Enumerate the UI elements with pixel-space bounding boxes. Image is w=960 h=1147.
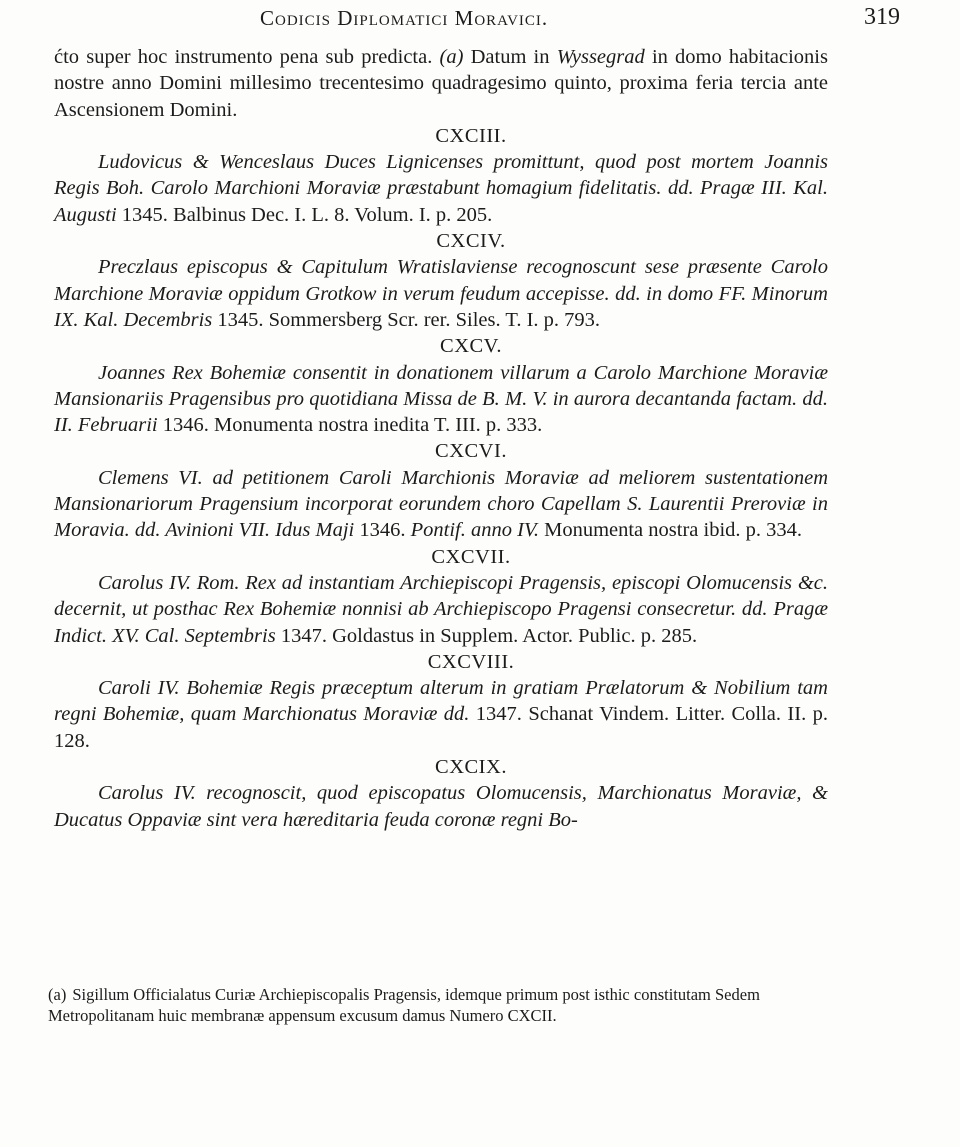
entry-source: 1347. Goldastus in Supplem. Actor. Public. p. 285. (275, 624, 698, 647)
footnote (48, 984, 838, 1026)
entry-summary: Ludovicus & Wenceslaus Duces Lignicenses promittunt, quod post mortem Joannis Regis Boh. Carolo Marchioni Moraviæ præstabunt homagium fidelitatis. dd. Pragæ III. Kal. Augusti (54, 151, 828, 226)
entry-text (54, 149, 828, 228)
footnote-reference: (a) (439, 46, 464, 68)
page-number: 319 (864, 4, 900, 30)
entry-number: CXCIV. (436, 230, 506, 253)
entry-source-2: Monumenta nostra ibid. p. 334. (538, 519, 803, 542)
intro-text-a: ćto super hoc instrumento pena sub predicta. (54, 46, 440, 68)
intro-paragraph (54, 44, 828, 123)
main-text (54, 44, 828, 833)
entry-source: 1345. Sommersberg Scr. rer. Siles. T. I. p. 793. (212, 308, 601, 331)
entry-summary: Preczlaus episcopus & Capitulum Wratislaviense recognoscunt sese præsente Carolo Marchione Moraviæ oppidum Grotkow in verum feudum accepisse. dd. in domo FF. Minorum IX. Kal. Decembris (54, 256, 828, 331)
entry-summary: Carolus IV. Rom. Rex ad instantiam Archiepiscopi Pragensis, episcopi Olomucensis &c. decernit, ut posthac Rex Bohemiæ nonnisi ab Archiepiscopo Pragensi consecretur. dd. Pragæ Indict. XV. Cal. Septembris (54, 571, 828, 647)
intro-text-c: in domo habitacionis nostre anno Domini millesimo trecentesimo quadragesimo quinto, proxima feria tercia ante Ascensionem Domini. (54, 46, 828, 121)
entry-number: CXCVIII. (427, 650, 515, 673)
entry-summary: Joannes Rex Bohemiæ consentit in donationem villarum a Carolo Marchione Moraviæ Mansionariis Pragensibus pro quotidiana Missa de B. M. V. in aurora decantanda factam. dd. II. Februarii (54, 361, 828, 437)
running-header (60, 2, 900, 34)
entry-text (54, 465, 828, 544)
entry-summary: Carolus IV. recognoscit, quod episcopatus Olomucensis, Marchionatus Moraviæ, & Ducatus Oppaviæ sint vera hæreditaria feuda coronæ regni Bo- (54, 782, 828, 831)
intro-place: Wyssegrad (556, 46, 645, 68)
entry-summary: Caroli IV. Bohemiæ Regis præceptum alterum in gratiam Prælatorum & Nobilium tam regni Bohemiæ, quam Marchionatus Moraviæ dd. (54, 677, 828, 726)
entry-regnal-year: Pontif. anno IV. (410, 519, 539, 542)
entry-summary: Clemens VI. ad petitionem Caroli Marchionis Moraviæ ad meliorem sustentationem Mansionariorum Pragensium incorporat eorundem choro Capellam S. Laurentii Preroviæ in Moravia. dd. Avinioni VII. Idus Maji (54, 466, 828, 542)
footnote-text: Sigillum Officialatus Curiæ Archiepiscopalis Pragensis, idemque primum post isthic constitutam Sedem Metropolitanam huic membranæ appensum excusum damus Numero CXCII. (48, 985, 760, 1025)
running-title: Codicis Diplomatici Moravici. (260, 6, 549, 30)
entry-text (54, 254, 828, 333)
entry-source: 1346. (354, 519, 411, 542)
entry-text (54, 675, 828, 754)
entry-text (54, 570, 828, 649)
entry-number: CXCIX. (435, 756, 507, 779)
entry-text (54, 780, 828, 833)
footnote-paragraph (48, 984, 838, 1026)
footnote-mark: (a) (48, 985, 67, 1004)
entry-number: CXCV. (440, 335, 502, 358)
intro-text-b: Datum in (463, 46, 557, 68)
entry-number: CXCIII. (435, 124, 507, 147)
entry-number: CXCVI. (435, 440, 507, 463)
entry-source: 1345. Balbinus Dec. I. L. 8. Volum. I. p. 205. (116, 203, 493, 226)
entry-source: 1346. Monumenta nostra inedita T. III. p. 333. (157, 414, 543, 437)
entry-number: CXCVII. (431, 545, 511, 568)
entry-source: 1347. Schanat Vindem. Litter. Colla. II. p. 128. (54, 703, 828, 752)
entry-text (54, 360, 828, 439)
